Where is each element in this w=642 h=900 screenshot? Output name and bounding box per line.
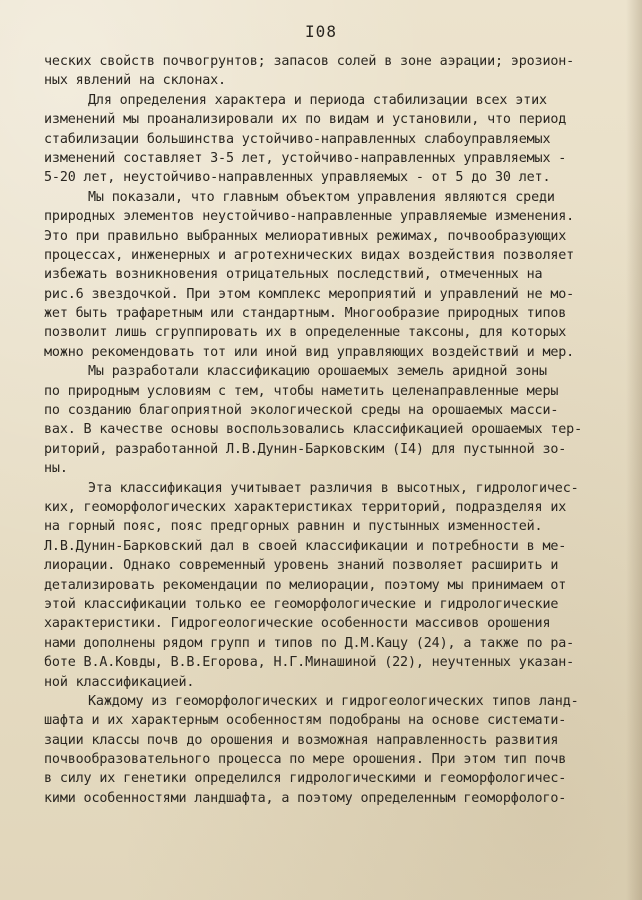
text-line: изменений мы проанализировали их по видам и установили, что период [44,112,567,128]
text-line: изменений составляет 3-5 лет, устойчиво-направленных управляемых - [44,150,567,166]
text-line: шафта и их характерным особенностям подобраны на основе системати- [44,713,567,729]
text-line: ной классификацией. [44,674,195,690]
text-line: нами дополнены рядом групп и типов по Д.М.Кацу (24), а также по ра- [44,635,575,651]
text-line: риторий, разработанной Л.В.Дунин-Барковским (I4) для пустынной зо- [44,441,567,457]
text-line: характеристики. Гидрогеологические особенности массивов орошения [44,616,551,632]
text-line: Эта классификация учитывает различия в высотных, гидрологичес- [88,480,579,496]
text-line: боте В.А.Ковды, В.В.Егорова, Н.Г.Минашиной (22), неучтенных указан- [44,655,575,671]
text-line: стабилизации большинства устойчиво-направленных слабоуправляемых [44,131,551,147]
text-line: лиорации. Однако современный уровень знаний позволяет расширить и [44,558,559,574]
text-line: ных явлений на склонах. [44,73,226,89]
text-line: кими особенностями ландшафта, а поэтому определенным геоморфолого- [44,790,567,806]
text-line: позволит лишь сгруппировать их в определенные таксоны, для которых [44,325,567,341]
text-line: Мы показали, что главным объектом управления являются среди [88,189,555,205]
text-line: почвообразовательного процесса по мере орошения. При этом тип почв [44,752,567,768]
text-line: зации классы почв до орошения и возможная направленность развития [44,732,559,748]
text-line: ческих свойств почвогрунтов; запасов солей в зоне аэрации; эрозион- [44,54,575,69]
text-line: Мы разработали классификацию орошаемых земель аридной зоны [88,364,547,380]
text-line: по природным условиям с тем, чтобы наметить целенаправленные меры [44,383,559,399]
text-line: жет быть трафаретным или стандартным. Многообразие природных типов [44,306,567,322]
text-line: по созданию благоприятной экологической среды на орошаемых масси- [44,403,559,419]
text-line: Каждому из геоморфологических и гидрогеологических типов ланд- [88,693,579,709]
text-line: на горный пояс, пояс предгорных равнин и пустынных изменностей. [44,519,543,535]
page-number: I08 [305,22,337,41]
text-line: Л.В.Дунин-Барковский дал в своей классификации и потребности в ме- [44,538,567,554]
text-line: избежать возникновения отрицательных последствий, отмеченных на [44,267,543,283]
text-line: процессах, инженерных и агротехнических видах воздействия позволяет [44,247,575,263]
text-line: ны. [44,461,68,477]
text-line: Это при правильно выбранных мелиоративных режимах, почвообразующих [44,228,567,244]
text-line: 5-20 лет, неустойчиво-направленных управляемых - от 5 до 30 лет. [44,170,551,186]
text-line: детализировать рекомендации по мелиорации, поэтому мы принимаем от [44,577,567,593]
text-line: природных элементов неустойчиво-направленные управляемые изменения. [44,209,575,225]
body-text [44,52,612,808]
text-line: рис.6 звездочкой. При этом комплекс мероприятий и управлений не мо- [44,286,575,302]
text-line: ких, геоморфологических характеристиках территорий, подразделяя их [44,499,567,515]
page-edge-shadow [626,0,642,900]
text-line: этой классификации только ее геоморфологические и гидрологические [44,596,559,612]
text-line: можно рекомендовать тот или иной вид управляющих воздействий и мер. [44,344,575,360]
text-line: Для определения характера и периода стабилизации всех этих [88,92,547,108]
text-line: вах. В качестве основы воспользовались классификацией орошаемых тер- [44,422,583,438]
text-line: в силу их генетики определился гидрологическими и геоморфологичес- [44,771,567,787]
